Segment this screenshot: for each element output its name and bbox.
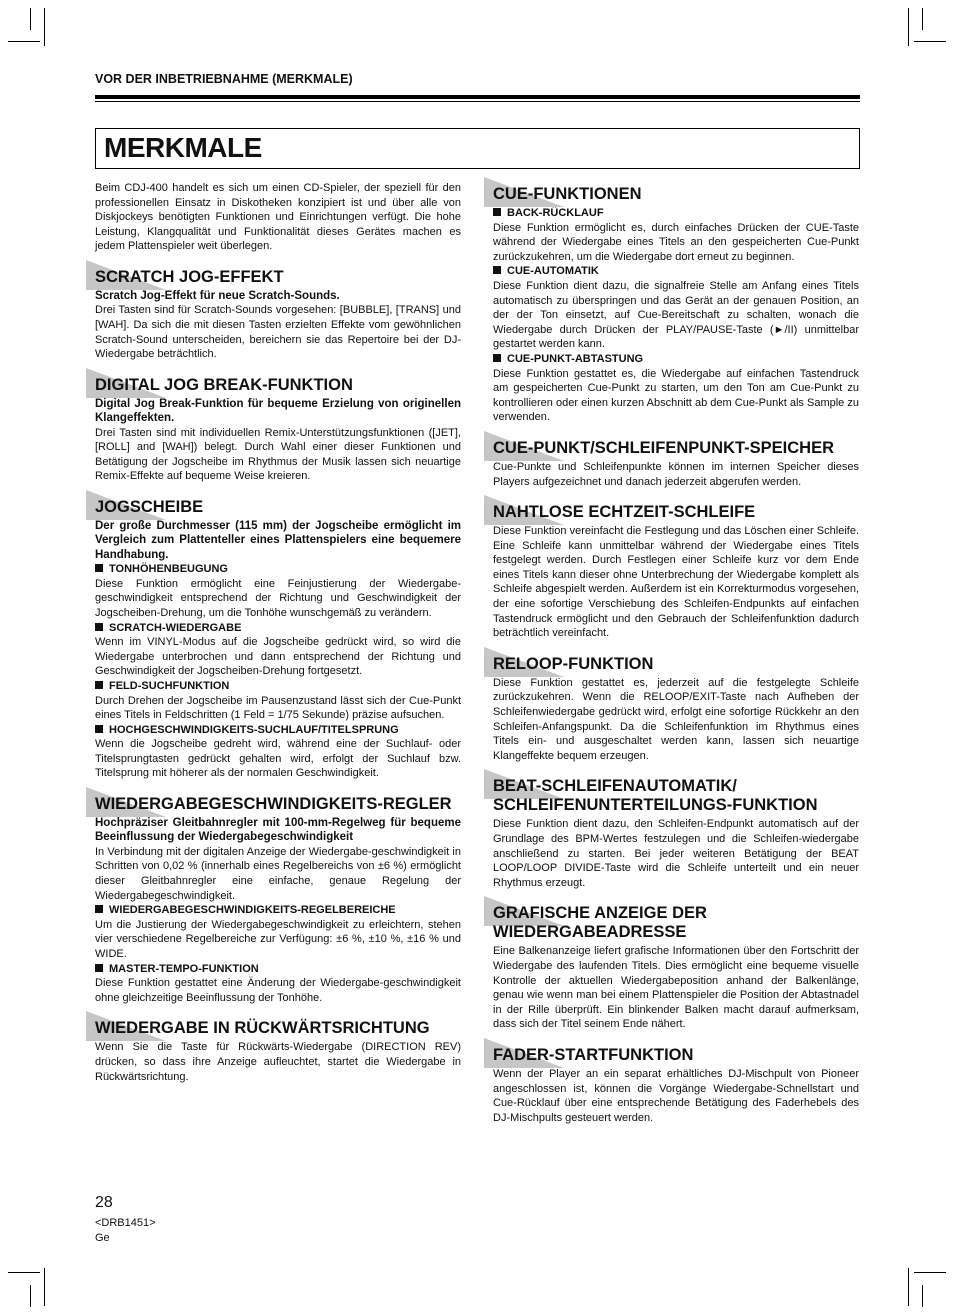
square-bullet-icon [95,681,103,689]
section-heading-text: CUE-PUNKT/SCHLEIFENPUNKT-SPEICHER [493,438,835,457]
subsection-title [95,679,461,694]
section-heading [493,651,859,674]
feature-section [95,372,461,484]
header-rule-thin [95,101,860,102]
section-header-title: VOR DER INBETRIEBNAHME (MERKMALE) [95,72,353,86]
intro-paragraph: Beim CDJ-400 handelt es sich um einen CD-Spieler, der speziell für den professionellen Einsatz in Diskotheken konzipiert ist und über alle von Diskjockeys benötigten Funktionen und Einrichtungen verfügt. Die hohe Leistung, Klangqualität und Funktionalität dieses Gerätes machen es jedem Plattenspieler weit überlegen. [95,182,461,253]
section-paragraph: Cue-Punkte und Schleifenpunkte können im internen Speicher dieses Players aufgezeichnet und danach jederzeit abgerufen werden. [493,460,859,488]
section-heading-text: FADER-STARTFUNKTION [493,1045,694,1064]
crop-mark [30,8,31,30]
square-bullet-icon [493,208,501,216]
section-heading [95,1015,461,1038]
subsection-title-text: FELD-SUCHFUNKTION [109,679,230,692]
subsection-text: Durch Drehen der Jogscheibe im Pausenzustand lässt sich der Cue-Punkt eines Titels in Feldschritten (1 Feld = 1/75 Sekunde) präzise aufsuchen. [95,694,461,722]
subsection-text: Diese Funktion ermöglicht eine Feinjustierung der Wiedergabe-geschwindigkeit entsprechend der Richtung und Geschwindigkeit der Jogscheiben-Drehung, um die Tonhöhe wunschgemäß zu verändern. [95,577,461,619]
subsection-title [95,621,461,636]
square-bullet-icon [95,964,103,972]
section-heading-text: GRAFISCHE ANZEIGE DER WIEDERGABEADRESSE [493,904,707,942]
section-heading [493,499,859,522]
feature-section [95,1015,461,1084]
crop-mark [44,8,45,46]
crop-mark [908,8,909,46]
page-title-box [95,128,860,169]
section-heading [493,900,859,942]
section-heading [493,773,859,815]
subsection-title-text: CUE-AUTOMATIK [507,265,599,278]
subsection-title [95,903,461,918]
section-heading-text: RELOOP-FUNKTION [493,654,654,673]
crop-mark [30,1285,31,1307]
subsection-title-text: TONHÖHENBEUGUNG [109,563,228,576]
right-column [493,181,859,1125]
section-heading-text: NAHTLOSE ECHTZEIT-SCHLEIFE [493,503,756,522]
section-heading [493,181,859,204]
square-bullet-icon [493,266,501,274]
section-paragraph: Diese Funktion dient dazu, den Schleifen-Endpunkt automatisch auf der Grundlage des BPM-Wertes festzulegen und die Schleifen-wiedergabe anschließend zu starten. Bei jeder weiteren Betätigung der BEAT LOOP/LOOP DIVIDE-Taste wird die Schleife unterteilt und ein neuer Rhythmus erzeugt. [493,818,859,889]
feature-section [95,494,461,781]
section-heading-text: JOGSCHEIBE [95,497,204,516]
subsection-text: Diese Funktion gestattet eine Änderung der Wiedergabe-geschwindigkeit ohne gleichzeitige Beeinflussung der Tonhöhe. [95,977,461,1004]
document-code-id: <DRB1451> [95,1217,156,1229]
section-paragraph: Eine Balkenanzeige liefert grafische Informationen über den Fortschritt der Wiedergabe des laufenden Titels. Dies ermöglicht eine bequeme visuelle Kontrolle der aktuellen Wiedergabeposition anhand der Balkenlänge, genau wie wenn man bei einem Plattenspieler die Position der Abtastnadel in der Rille überprüft. Ein blinkender Balken macht darauf aufmerksam, dass sich der Titel seinem Ende nähert. [493,945,859,1031]
section-paragraph: Wenn Sie die Taste für Rückwärts-Wiedergabe (DIRECTION REV) drücken, so dass ihre Anzeige aufleuchtet, startet die Wiedergabe in Rückwärtsrichtung. [95,1041,461,1083]
square-bullet-icon [493,354,501,362]
subsection-title [95,962,461,977]
subsection-text: Diese Funktion gestattet es, die Wiedergabe auf einfachen Tastendruck am gespeicherten Cue-Punkt zu starten, um den Ton am Cue-Punkt zu kontrollieren oder einen kurzen Abschnitt ab dem Cue-Punkt als Sample zu verwenden. [493,367,859,424]
feature-section [95,791,461,1005]
section-lead: Hochpräziser Gleitbahnregler mit 100-mm-Regelweg für bequeme Beeinflussung der Wiedergabegeschwindigkeit [95,817,461,844]
section-paragraph: Drei Tasten sind mit individuellen Remix-Unterstützungsfunktionen ([JET], [ROLL] and [WAH]) belegt. Durch Wahl einer dieser Funktionen und Betätigung der Jogscheibe im Rhythmus der Musik lassen sich neuartige Remix-Effekte auf bequeme Weise kreieren. [95,426,461,483]
section-lead: Der große Durchmesser (115 mm) der Jogscheibe ermöglicht im Vergleich zum Plattenteller eines Plattenspielers eine bequemere Handhabung. [95,519,461,561]
section-paragraph: In Verbindung mit der digitalen Anzeige der Wiedergabe-geschwindigkeit in Schritten von 0,02 % (innerhalb eines Regelbereichs von ±6 %) ermöglicht dieser Gleitbahnregler eine einfache, genaue Regelung der Wiedergabegeschwindigkeit. [95,845,461,902]
section-heading-text: SCRATCH JOG-EFFEKT [95,267,284,286]
section-lead: Digital Jog Break-Funktion für bequeme Erzielung von originellen Klangeffekten. [95,397,461,425]
subsection-title-text: SCRATCH-WIEDERGABE [109,621,242,634]
subsection-title-text: HOCHGESCHWINDIGKEITS-SUCHLAUF/TITELSPRUNG [109,723,399,736]
subsection-text: Um die Justierung der Wiedergabegeschwindigkeit zu erleichtern, stehen vier verschiedene Regelbereiche zur Verfügung: ±6 %, ±10 %, ±16 % und WIDE. [95,918,461,961]
square-bullet-icon [95,623,103,631]
feature-section [493,435,859,489]
page-title: MERKMALE [104,132,262,163]
section-heading [95,372,461,395]
section-heading-text: WIEDERGABE IN RÜCKWÄRTSRICHTUNG [95,1019,430,1038]
square-bullet-icon [95,725,103,733]
crop-mark [8,1272,40,1273]
right-sections [493,181,859,1125]
crop-mark [44,1268,45,1306]
subsection-title [95,723,461,738]
left-sections [95,264,461,1084]
square-bullet-icon [95,564,103,572]
section-heading [493,1042,859,1065]
crop-mark [8,41,40,42]
section-heading [95,791,461,814]
section-heading-text: CUE-FUNKTIONEN [493,185,642,203]
subsection-title [493,206,859,221]
section-heading [95,264,461,287]
subsection-text: Diese Funktion dient dazu, die signalfreie Stelle am Anfang eines Titels automatisch zu überspringen und das Gerät an der genauen Position, an der der Ton einsetzt, auf Cue-Bereitschaft zu schalten, wonach die Wiedergabe durch Drücken der PLAY/PAUSE-Taste (►/II) unmittelbar gestartet werden kann. [493,279,859,351]
page-number: 28 [95,1194,113,1211]
section-heading [95,494,461,517]
section-paragraph: Diese Funktion gestattet es, jederzeit auf die festgelegte Schleife zurückzukehren. Wenn die RELOOP/EXIT-Taste nach Aufheben der Schleifenwiedergabe gedrückt wird, erfolgt eine sofortige Rückkehr an den Schleifen-Anfangspunkt. Da die Schleifenfunktion im Rhythmus eines Titels ein- und ausgeschaltet werden kann, lassen sich neuartige Klangeffekte bequem erzeugen. [493,676,859,762]
left-column [95,181,461,1084]
subsection-title [493,352,859,367]
crop-mark [908,1268,909,1306]
document-code [95,1216,156,1246]
subsection-title-text: WIEDERGABEGESCHWINDIGKEITS-REGELBEREICHE [109,904,396,917]
subsection-title-text: CUE-PUNKT-ABTASTUNG [507,352,644,365]
feature-section [493,1042,859,1125]
section-lead: Scratch Jog-Effekt für neue Scratch-Sounds. [95,289,340,302]
crop-mark [914,41,946,42]
subsection-text: Diese Funktion ermöglicht es, durch einfaches Drücken der CUE-Taste während der Wiedergabe eines Titels an den gespeicherten Cue-Punkt zurückzukehren, um die Wiedergabe dort erneut zu beginnen. [493,221,859,263]
section-heading-text: DIGITAL JOG BREAK-FUNKTION [95,375,353,394]
section-paragraph: Diese Funktion vereinfacht die Festlegung und das Löschen einer Schleife. Eine Schleife kann unmittelbar während der Wiedergabe eines Titels festgelegt werden. Durch Festlegen einer Schleife kurz vor dem Ende eines Titels kann dieser ohne Unterbrechung der Wiedergabe komplett als Schleife abgespielt werden. Außerdem ist ein Korrekturmodus vorgesehen, der eine sofortige Verschiebung des Schleifen-Endpunkts auf einfachen Tastendruck ermöglicht und den Gebrauch der Schleifenfunktion dadurch beträchtlich vereinfacht. [493,525,859,640]
feature-section [493,181,859,425]
subsection-text: Wenn im VINYL-Modus auf die Jogscheibe gedrückt wird, so wird die Wiedergabe unterbrochen und dann entsprechend der Richtung und Geschwindigkeit der Jogscheiben-Drehung fortgesetzt. [95,636,461,678]
feature-section [493,651,859,764]
crop-mark [914,1272,946,1273]
square-bullet-icon [95,905,103,913]
section-heading [493,435,859,458]
section-heading-text: WIEDERGABEGESCHWINDIGKEITS-REGLER [95,795,452,814]
subsection-text: Wenn die Jogscheibe gedreht wird, während eine der Suchlauf- oder Titelsprungtasten gedrückt gehalten wird, erfolgt der Suchlauf bzw. Titelsprung mit höherer als der normalen Geschwindigkeit. [95,738,461,780]
feature-section [95,264,461,362]
crop-mark [922,8,923,30]
subsection-title-text: MASTER-TEMPO-FUNKTION [109,962,259,975]
subsection-title-text: BACK-RÜCKLAUF [507,207,604,219]
feature-section [493,499,859,641]
section-heading-text: BEAT-SCHLEIFENAUTOMATIK/ SCHLEIFENUNTERTEILUNGS-FUNKTION [493,777,818,815]
section-paragraph: Wenn der Player an ein separat erhältliches DJ-Mischpult von Pioneer angeschlossen ist, können die Vorgänge Wiedergabe-Schnellstart und Cue-Rücklauf über eine entsprechende Betätigung des Faderhebels des DJ-Mischpults gesteuert werden. [493,1067,859,1124]
header-rule [95,95,860,99]
feature-section [493,773,859,890]
crop-mark [922,1285,923,1307]
section-paragraph: Drei Tasten sind für Scratch-Sounds vorgesehen: [BUBBLE], [TRANS] und [WAH]. Da sich die mit diesen Tasten erzielten Effekte vom gewöhnlichen Scratch-Sound unterscheiden, bereichern sie das Repertoire bei der DJ-Wiedergabe beträchtlich. [95,304,461,361]
feature-section [493,900,859,1032]
document-language: Ge [95,1232,110,1244]
subsection-title [493,264,859,279]
subsection-title [95,562,461,577]
